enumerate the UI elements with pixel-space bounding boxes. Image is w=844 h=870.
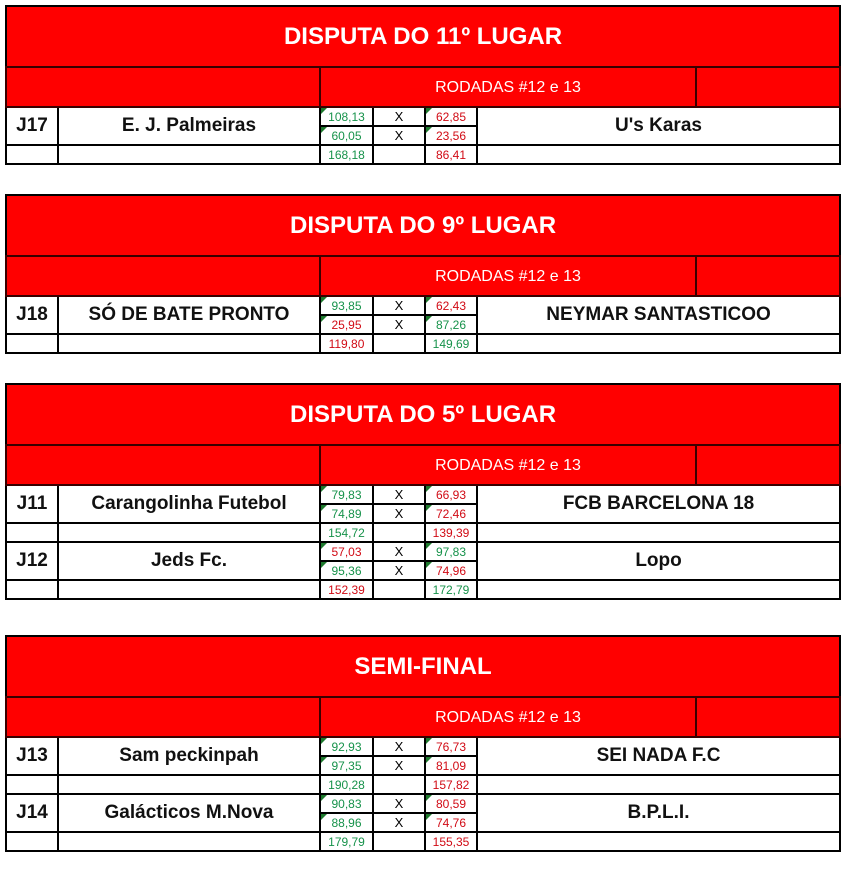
match-row — [6, 485, 840, 504]
home-total: 154,72 — [320, 523, 373, 542]
away-team: B.P.L.I. — [477, 794, 840, 832]
home-total: 179,79 — [320, 832, 373, 851]
totals-row — [6, 775, 840, 794]
subheader-left — [6, 697, 320, 737]
away-team: U's Karas — [477, 107, 840, 145]
home-total: 152,39 — [320, 580, 373, 599]
home-team: Sam peckinpah — [58, 737, 320, 775]
home-team: SÓ DE BATE PRONTO — [58, 296, 320, 334]
away-score-r1: 66,93 — [425, 485, 477, 504]
vs-mark: X — [373, 737, 425, 756]
match-row — [6, 794, 840, 813]
home-score-r1: 57,03 — [320, 542, 373, 561]
rounds-label: RODADAS #12 e 13 — [435, 79, 581, 96]
section-title: DISPUTA DO 5º LUGAR — [6, 384, 840, 445]
match-row — [6, 542, 840, 561]
vs-mark: X — [373, 504, 425, 523]
away-score-r1: 62,85 — [425, 107, 477, 126]
totals-row — [6, 523, 840, 542]
away-total: 86,41 — [425, 145, 477, 164]
vs-mark: X — [373, 485, 425, 504]
away-total: 172,79 — [425, 580, 477, 599]
home-score-r2: 95,36 — [320, 561, 373, 580]
bracket-table — [5, 5, 841, 165]
home-score-r1: 79,83 — [320, 485, 373, 504]
home-total: 168,18 — [320, 145, 373, 164]
rounds-label: RODADAS #12 e 13 — [435, 268, 581, 285]
home-score-r1: 93,85 — [320, 296, 373, 315]
away-total: 149,69 — [425, 334, 477, 353]
totals-row — [6, 580, 840, 599]
subheader-left — [6, 445, 320, 485]
match-row — [6, 737, 840, 756]
match-code: J11 — [6, 485, 58, 523]
away-team: SEI NADA F.C — [477, 737, 840, 775]
bracket-table — [5, 383, 841, 600]
away-total: 157,82 — [425, 775, 477, 794]
subheader-left — [6, 256, 320, 296]
away-team: FCB BARCELONA 18 — [477, 485, 840, 523]
home-score-r1: 92,93 — [320, 737, 373, 756]
vs-mark: X — [373, 794, 425, 813]
home-score-r1: 90,83 — [320, 794, 373, 813]
vs-mark: X — [373, 107, 425, 126]
away-score-r1: 76,73 — [425, 737, 477, 756]
away-score-r1: 80,59 — [425, 794, 477, 813]
subheader-rounds — [320, 445, 840, 485]
bracket-table — [5, 635, 841, 852]
bracket-table — [5, 194, 841, 354]
away-score-r1: 62,43 — [425, 296, 477, 315]
home-score-r2: 25,95 — [320, 315, 373, 334]
section-title: DISPUTA DO 11º LUGAR — [6, 6, 840, 67]
rounds-label: RODADAS #12 e 13 — [435, 709, 581, 726]
totals-row — [6, 334, 840, 353]
section-9th-place — [5, 194, 839, 354]
match-code: J12 — [6, 542, 58, 580]
match-code: J17 — [6, 107, 58, 145]
home-score-r2: 74,89 — [320, 504, 373, 523]
away-total: 155,35 — [425, 832, 477, 851]
section-title: DISPUTA DO 9º LUGAR — [6, 195, 840, 256]
home-score-r2: 97,35 — [320, 756, 373, 775]
match-code: J14 — [6, 794, 58, 832]
match-row — [6, 107, 840, 126]
home-score-r2: 88,96 — [320, 813, 373, 832]
vs-mark: X — [373, 542, 425, 561]
home-team: Galácticos M.Nova — [58, 794, 320, 832]
home-team: E. J. Palmeiras — [58, 107, 320, 145]
subheader-rounds — [320, 256, 840, 296]
away-score-r2: 23,56 — [425, 126, 477, 145]
totals-row — [6, 832, 840, 851]
away-team: Lopo — [477, 542, 840, 580]
home-score-r1: 108,13 — [320, 107, 373, 126]
match-code: J18 — [6, 296, 58, 334]
home-total: 190,28 — [320, 775, 373, 794]
away-score-r1: 97,83 — [425, 542, 477, 561]
subheader-rounds — [320, 697, 840, 737]
totals-row — [6, 145, 840, 164]
away-total: 139,39 — [425, 523, 477, 542]
vs-mark: X — [373, 813, 425, 832]
vs-mark: X — [373, 126, 425, 145]
section-5th-place — [5, 383, 839, 600]
section-semi-final — [5, 635, 839, 852]
home-total: 119,80 — [320, 334, 373, 353]
away-score-r2: 81,09 — [425, 756, 477, 775]
subheader-rounds — [320, 67, 840, 107]
away-team: NEYMAR SANTASTICOO — [477, 296, 840, 334]
home-team: Carangolinha Futebol — [58, 485, 320, 523]
vs-mark: X — [373, 561, 425, 580]
away-score-r2: 87,26 — [425, 315, 477, 334]
subheader-left — [6, 67, 320, 107]
section-title: SEMI-FINAL — [6, 636, 840, 697]
vs-mark: X — [373, 315, 425, 334]
match-row — [6, 296, 840, 315]
section-11th-place — [5, 5, 839, 165]
vs-mark: X — [373, 296, 425, 315]
away-score-r2: 74,96 — [425, 561, 477, 580]
home-team: Jeds Fc. — [58, 542, 320, 580]
away-score-r2: 74,76 — [425, 813, 477, 832]
match-code: J13 — [6, 737, 58, 775]
away-score-r2: 72,46 — [425, 504, 477, 523]
vs-mark: X — [373, 756, 425, 775]
home-score-r2: 60,05 — [320, 126, 373, 145]
rounds-label: RODADAS #12 e 13 — [435, 457, 581, 474]
